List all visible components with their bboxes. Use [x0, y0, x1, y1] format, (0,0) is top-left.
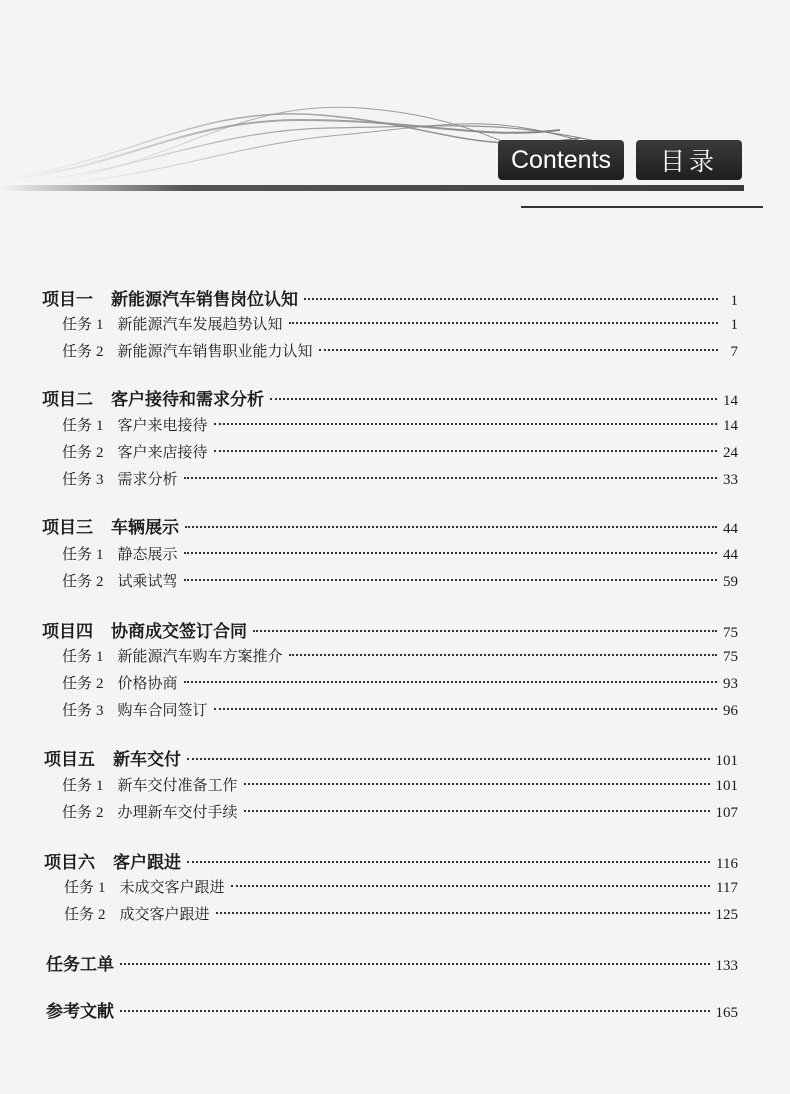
entry-number: 任务 1 [62, 416, 104, 434]
leader-dots [253, 630, 717, 632]
toc-entry-project-1[interactable] [42, 285, 738, 310]
entry-page: 165 [715, 1005, 738, 1021]
toc-entry-project-6[interactable] [44, 848, 738, 873]
entry-number: 任务 3 [62, 701, 104, 719]
leader-dots [214, 450, 717, 452]
toc-entry-task[interactable] [62, 699, 738, 720]
header-thin-rule [521, 206, 763, 208]
entry-number: 任务 1 [62, 315, 104, 333]
entry-title: 新车交付 [113, 750, 181, 770]
leader-dots [244, 810, 710, 812]
leader-dots [185, 526, 717, 528]
entry-number: 任务 2 [62, 342, 104, 360]
entry-title: 需求分析 [117, 470, 178, 488]
entry-number: 任务 2 [62, 674, 104, 692]
header-rule [0, 185, 744, 191]
entry-title: 参考文献 [46, 1002, 114, 1022]
leader-dots [270, 398, 717, 400]
entry-number: 任务 1 [62, 545, 104, 563]
leader-dots [184, 579, 717, 581]
entry-title: 成交客户跟进 [119, 905, 210, 923]
toc-entry-task[interactable] [62, 801, 738, 822]
entry-page: 14 [723, 393, 738, 409]
entry-title: 未成交客户跟进 [119, 878, 225, 896]
leader-dots [304, 298, 718, 300]
entry-page: 117 [716, 880, 738, 896]
entry-number: 任务 2 [62, 572, 104, 590]
entry-title: 静态展示 [117, 545, 178, 563]
toc-entry-task[interactable] [62, 441, 738, 462]
toc-entry-task[interactable] [64, 876, 738, 897]
entry-number: 任务 1 [64, 878, 106, 896]
entry-page: 44 [723, 547, 738, 563]
entry-number: 任务 1 [62, 647, 104, 665]
entry-title: 车辆展示 [111, 518, 179, 538]
leader-dots [184, 477, 717, 479]
entry-page: 24 [723, 445, 738, 461]
entry-title: 客户跟进 [113, 853, 181, 873]
entry-page: 7 [730, 344, 738, 360]
entry-title: 客户来电接待 [117, 416, 208, 434]
toc-entry-task[interactable] [62, 645, 738, 666]
entry-title: 新能源汽车销售职业能力认知 [117, 342, 313, 360]
leader-dots [244, 783, 710, 785]
entry-page: 101 [715, 778, 738, 794]
entry-number: 任务 3 [62, 470, 104, 488]
entry-number: 项目四 [42, 622, 93, 642]
entry-title: 价格协商 [117, 674, 178, 692]
entry-title: 试乘试驾 [117, 572, 178, 590]
entry-title: 协商成交签订合同 [111, 622, 247, 642]
entry-title: 新能源汽车购车方案推介 [117, 647, 283, 665]
page-header [0, 0, 790, 220]
contents-label: Contents [498, 140, 624, 180]
toc-entry-task[interactable] [62, 414, 738, 435]
leader-dots [187, 758, 710, 760]
entry-number: 项目一 [42, 290, 93, 310]
entry-number: 任务 2 [64, 905, 106, 923]
entry-number: 项目六 [44, 853, 95, 873]
entry-title: 新车交付准备工作 [117, 776, 238, 794]
toc-entry-task[interactable] [62, 543, 738, 564]
toc-entry-task[interactable] [62, 340, 738, 361]
entry-page: 75 [723, 625, 738, 641]
entry-page: 101 [715, 753, 738, 769]
entry-number: 项目三 [42, 518, 93, 538]
entry-page: 133 [715, 958, 738, 974]
entry-page: 107 [715, 805, 738, 821]
entry-number: 项目五 [44, 750, 95, 770]
entry-page: 44 [723, 521, 738, 537]
entry-page: 1 [730, 317, 738, 333]
entry-number: 任务 1 [62, 776, 104, 794]
entry-title: 办理新车交付手续 [117, 803, 238, 821]
toc-entry-project-3[interactable] [42, 513, 738, 538]
leader-dots [214, 708, 717, 710]
toc-entry-references[interactable] [46, 997, 738, 1022]
contents-label-cn: 目录 [636, 140, 742, 180]
toc-entry-task[interactable] [62, 468, 738, 489]
leader-dots [289, 654, 717, 656]
entry-number: 任务 2 [62, 803, 104, 821]
leader-dots [289, 322, 718, 324]
entry-page: 96 [723, 703, 738, 719]
entry-title: 购车合同签订 [117, 701, 208, 719]
leader-dots [216, 912, 710, 914]
toc-entry-project-5[interactable] [44, 745, 738, 770]
entry-title: 客户来店接待 [117, 443, 208, 461]
leader-dots [120, 963, 710, 965]
entry-title: 新能源汽车销售岗位认知 [111, 290, 298, 310]
toc-entry-task[interactable] [62, 313, 738, 334]
entry-page: 33 [723, 472, 738, 488]
leader-dots [184, 681, 717, 683]
toc-entry-task[interactable] [62, 672, 738, 693]
toc-entry-worksheet[interactable] [46, 950, 738, 975]
entry-page: 59 [723, 574, 738, 590]
leader-dots [319, 349, 718, 351]
toc-entry-task[interactable] [64, 903, 738, 924]
entry-page: 14 [723, 418, 738, 434]
entry-page: 125 [715, 907, 738, 923]
toc-entry-project-2[interactable] [42, 385, 738, 410]
entry-title: 任务工单 [46, 955, 114, 975]
leader-dots [187, 861, 710, 863]
entry-page: 93 [723, 676, 738, 692]
entry-page: 116 [716, 856, 738, 872]
toc-entry-task[interactable] [62, 774, 738, 795]
leader-dots [214, 423, 717, 425]
entry-page: 75 [723, 649, 738, 665]
entry-title: 新能源汽车发展趋势认知 [117, 315, 283, 333]
toc-entry-project-4[interactable] [42, 617, 738, 642]
entry-number: 任务 2 [62, 443, 104, 461]
leader-dots [231, 885, 711, 887]
entry-title: 客户接待和需求分析 [111, 390, 264, 410]
entry-page: 1 [730, 293, 738, 309]
toc-entry-task[interactable] [62, 570, 738, 591]
leader-dots [120, 1010, 710, 1012]
entry-number: 项目二 [42, 390, 93, 410]
leader-dots [184, 552, 717, 554]
